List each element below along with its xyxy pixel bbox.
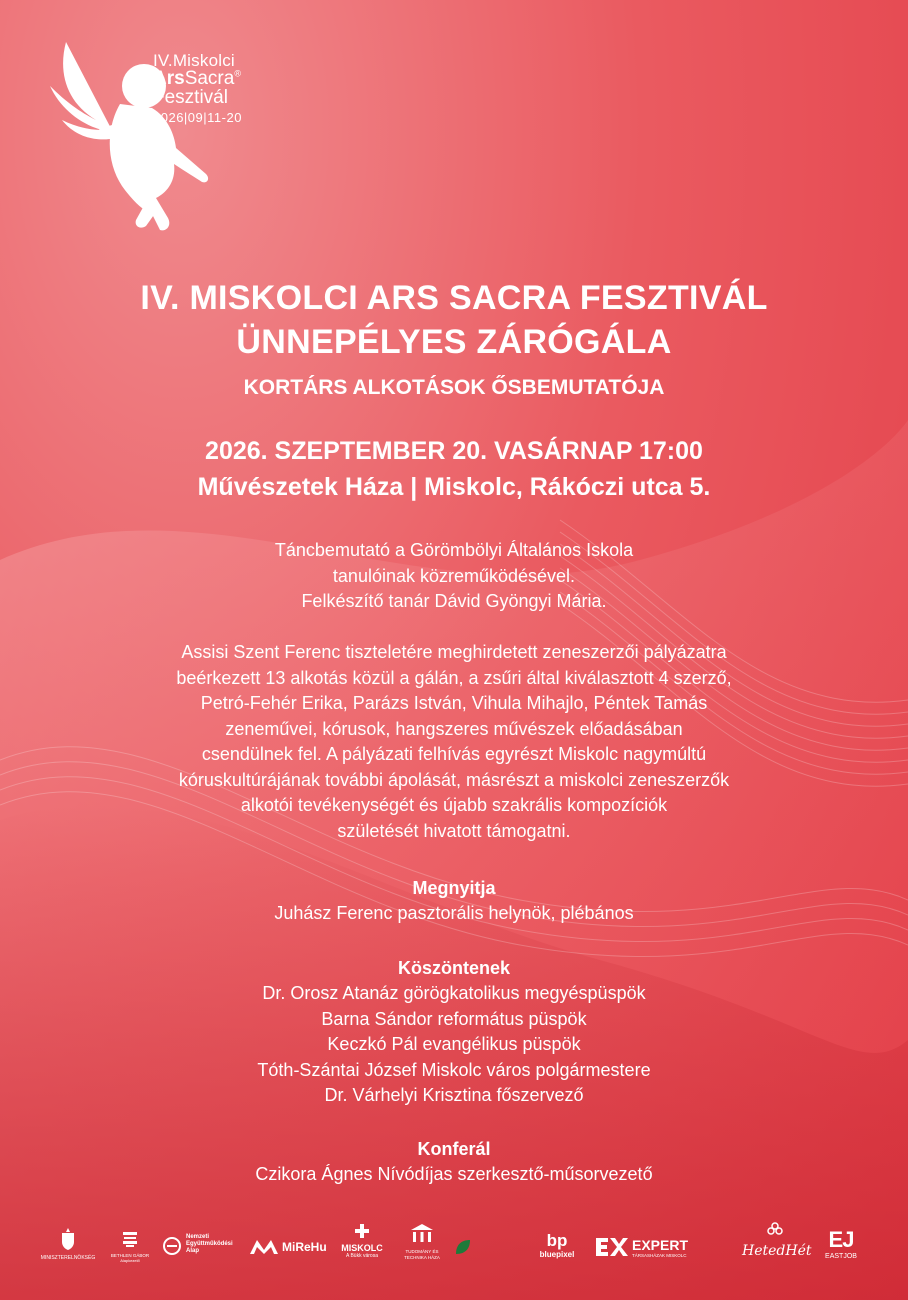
description-line: kóruskultúrájának további ápolását, másrészt a miskolci zeneszerzők [178,769,730,790]
host-section [0,1137,908,1188]
host-label: Konferál [417,1139,491,1159]
hetedhet-label: HetedHét [742,1243,812,1259]
greeting-speaker: Dr. Várhelyi Krisztina főszervező [324,1085,584,1105]
description-line: csendülnek fel. A pályázati felhívás egyrészt Miskolc nagymúltú [201,744,707,764]
event-datetime: 2026. SZEPTEMBER 20. VASÁRNAP 17:00 [205,437,703,465]
expert-label: EXPERT [632,1237,689,1253]
mirehu-label: MiReHu [282,1240,327,1254]
opening-speaker: Juhász Ferenc pasztorális helynök, plébános [274,903,634,923]
coat-of-arms-icon [61,1228,75,1250]
eastjob-mark: EJ [828,1227,854,1252]
miskolc-sublabel: A Bükk városa [346,1253,378,1259]
greetings-label: Köszöntenek [397,958,511,978]
event-venue: Művészetek Háza | Miskolc, Rákóczi utca 5. [197,473,711,501]
logo-line3: Fesztivál [153,87,228,108]
intro-line: Táncbemutató a Görömbölyi Általános Iskola [274,540,634,560]
host-name: Czikora Ágnes Nívódíjas szerkesztő-műsorvezető [255,1164,653,1184]
sponsor-logos [0,1222,908,1272]
logo-dates: 2026|09|11-20 [153,110,242,125]
event-title-line1: IV. MISKOLCI ARS SACRA FESZTIVÁL [140,279,768,317]
opening-section [0,876,908,927]
expert-mark-icon [596,1238,628,1256]
bluepixel-label: bluepixel [539,1250,575,1259]
event-subtitle: KORTÁRS ALKOTÁSOK ŐSBEMUTATÓJA [243,376,665,399]
description-paragraph [0,640,908,844]
greeting-speaker: Tóth-Szántai József Miskolc város polgármestere [257,1059,651,1080]
sponsor-bluepixel [534,1232,580,1260]
description-line: alkotói tevékenységét és újabb szakrális kompozíciók [240,795,668,815]
flower-icon [767,1222,783,1238]
opening-label: Megnyitja [412,878,496,898]
description-line: zeneművei, kórusok, hangszeres művészek előadásában [225,718,683,739]
eastjob-label: EASTJOB [825,1253,857,1260]
greeting-speaker: Keczkó Pál evangélikus püspök [327,1034,581,1054]
tudomany-label: TUDOMÁNY ÉS TECHNIKA HÁZA [404,1249,440,1260]
bethlen-sublabel: Alapkezelő [120,1258,140,1263]
description-line: beérkezett 13 alkotás közül a gálán, a zsűri által kiválasztott 4 szerző, [176,667,732,688]
sponsor-bethlen [110,1230,150,1263]
tudomany-building-icon [411,1224,433,1244]
sponsor-ministry [40,1228,96,1261]
mirehu-mark-icon [250,1240,278,1254]
greeting-speaker: Dr. Orosz Atanáz görögkatolikus megyéspüspök [262,983,646,1003]
leaf-icon [454,1238,472,1256]
description-line: Petró-Fehér Erika, Parázs István, Vihula Mihajlo, Péntek Tamás [200,693,708,713]
intro-line: Felkészítő tanár Dávid Gyöngyi Mária. [301,591,607,611]
nea-circle-icon [162,1236,182,1256]
bethlen-label: BETHLEN GÁBOR [110,1253,150,1258]
bethlen-emblem-icon [122,1230,138,1248]
bluepixel-mark: bp [546,1231,568,1250]
sponsor-miskolc [334,1224,390,1259]
registered-mark: ® [234,68,241,79]
sponsor-tudomany [396,1224,448,1260]
description-line: Assisi Szent Ferenc tiszteletére meghirdetett zeneszerzői pályázatra [181,642,727,662]
intro-paragraph [0,538,908,615]
ministry-label: MINISZTERELNÖKSÉG [40,1255,96,1261]
greeting-speaker: Barna Sándor református püspök [321,1008,587,1029]
logo-ars: Ars [153,68,185,89]
miskolc-emblem-icon [355,1224,369,1238]
greetings-section [0,956,908,1109]
logo-sacra: Sacra [184,68,235,89]
festival-logo-text [153,52,242,124]
event-title-line2: ÜNNEPÉLYES ZÁRÓGÁLA [236,323,672,361]
miskolc-label: MISKOLC [341,1243,383,1253]
nea-label: Nemzeti Együttműködési Alap [186,1234,233,1254]
intro-line: tanulóinak közreműködésével. [332,565,576,586]
description-line: születését hivatott támogatni. [337,820,571,841]
logo-line2 [153,69,242,88]
logo-line1: IV.Miskolci [153,51,235,70]
sponsor-eastjob [816,1228,866,1261]
expert-sublabel: TÁRSASHÁZAK MISKOLC [632,1253,687,1258]
sponsor-hetedhet [742,1222,812,1259]
